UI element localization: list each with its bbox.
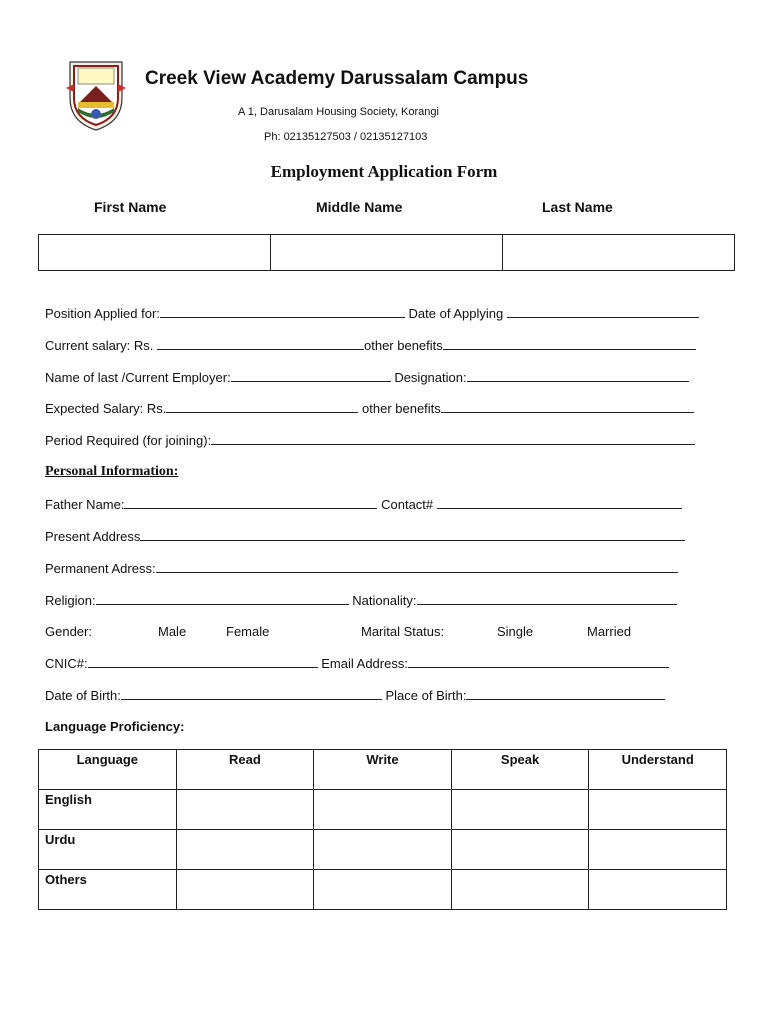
- school-name: Creek View Academy Darussalam Campus: [145, 68, 529, 89]
- expected-salary-field[interactable]: [166, 400, 358, 413]
- gender-option-male[interactable]: Male: [158, 624, 187, 639]
- designation-label: Designation:: [394, 370, 467, 385]
- position-label: Position Applied for:: [45, 306, 160, 321]
- urdu-speak-cell[interactable]: [451, 830, 589, 870]
- contact-label: Contact#: [381, 497, 434, 512]
- others-speak-cell[interactable]: [451, 870, 589, 910]
- email-field[interactable]: [408, 655, 669, 668]
- last-name-label: Last Name: [542, 199, 613, 215]
- other-benefits-field-2[interactable]: [441, 400, 694, 413]
- religion-row: [45, 592, 677, 609]
- religion-label: Religion:: [45, 593, 96, 608]
- last-name-field[interactable]: [503, 235, 735, 271]
- language-others: Others: [39, 870, 177, 910]
- contact-field[interactable]: [437, 496, 682, 509]
- other-benefits-field-1[interactable]: [443, 337, 696, 350]
- current-salary-field[interactable]: [157, 337, 364, 350]
- urdu-read-cell[interactable]: [176, 830, 314, 870]
- last-employer-field[interactable]: [231, 369, 391, 382]
- place-of-birth-field[interactable]: [466, 687, 665, 700]
- permanent-address-label: Permanent Adress:: [45, 561, 156, 576]
- current-salary-row: [45, 337, 696, 354]
- place-of-birth-label: Place of Birth:: [385, 688, 467, 703]
- school-address: A 1, Darusalam Housing Society, Korangi: [238, 106, 439, 118]
- urdu-understand-cell[interactable]: [589, 830, 727, 870]
- current-salary-label: Current salary: Rs.: [45, 338, 154, 353]
- date-applying-field[interactable]: [507, 305, 699, 318]
- dob-label: Date of Birth:: [45, 688, 121, 703]
- col-write: Write: [314, 750, 452, 790]
- marital-option-married[interactable]: Married: [587, 624, 632, 639]
- school-logo: [64, 58, 128, 132]
- other-benefits-label-1: other benefits: [364, 338, 443, 353]
- middle-name-label: Middle Name: [316, 199, 403, 215]
- position-field[interactable]: [160, 305, 405, 318]
- gender-option-female[interactable]: Female: [226, 624, 270, 639]
- english-write-cell[interactable]: [314, 790, 452, 830]
- cnic-label: CNIC#:: [45, 656, 88, 671]
- urdu-write-cell[interactable]: [314, 830, 452, 870]
- marital-status-label: Marital Status:: [361, 624, 445, 639]
- expected-salary-row: [45, 400, 694, 417]
- others-write-cell[interactable]: [314, 870, 452, 910]
- personal-information-heading: Personal Information:: [45, 464, 179, 479]
- table-row: [39, 790, 727, 830]
- col-speak: Speak: [451, 750, 589, 790]
- language-urdu: Urdu: [39, 830, 177, 870]
- period-required-label: Period Required (for joining):: [45, 433, 212, 448]
- permanent-address-row: [45, 560, 678, 577]
- language-table: [38, 749, 727, 910]
- marital-option-single[interactable]: Single: [497, 624, 534, 639]
- cnic-row: [45, 655, 669, 672]
- nationality-field[interactable]: [417, 592, 677, 605]
- gender-label: Gender:: [45, 624, 92, 639]
- form-title: Employment Application Form: [270, 162, 498, 181]
- expected-salary-label: Expected Salary: Rs.: [45, 401, 167, 416]
- col-language: Language: [39, 750, 177, 790]
- first-name-field[interactable]: [39, 235, 271, 271]
- english-read-cell[interactable]: [176, 790, 314, 830]
- position-row: [45, 305, 699, 322]
- language-english: English: [39, 790, 177, 830]
- table-row: [39, 870, 727, 910]
- others-understand-cell[interactable]: [589, 870, 727, 910]
- last-employer-label: Name of last /Current Employer:: [45, 370, 231, 385]
- col-read: Read: [176, 750, 314, 790]
- cnic-field[interactable]: [88, 655, 318, 668]
- english-speak-cell[interactable]: [451, 790, 589, 830]
- middle-name-field[interactable]: [271, 235, 503, 271]
- date-applying-label: Date of Applying: [408, 306, 504, 321]
- other-benefits-label-2: other benefits: [362, 401, 441, 416]
- first-name-label: First Name: [94, 199, 167, 215]
- email-label: Email Address:: [321, 656, 408, 671]
- dob-row: [45, 687, 665, 704]
- others-read-cell[interactable]: [176, 870, 314, 910]
- dob-field[interactable]: [121, 687, 382, 700]
- employer-row: [45, 369, 689, 386]
- designation-field[interactable]: [467, 369, 689, 382]
- period-required-field[interactable]: [211, 432, 695, 445]
- language-proficiency-heading: Language Proficiency:: [45, 719, 185, 734]
- language-table-header: [39, 750, 727, 790]
- father-name-field[interactable]: [124, 496, 377, 509]
- religion-field[interactable]: [96, 592, 349, 605]
- present-address-field[interactable]: [140, 528, 685, 541]
- father-name-label: Father Name:: [45, 497, 125, 512]
- table-row: [39, 830, 727, 870]
- present-address-row: [45, 528, 685, 545]
- present-address-label: Present Address: [45, 529, 141, 544]
- col-understand: Understand: [589, 750, 727, 790]
- permanent-address-field[interactable]: [156, 560, 678, 573]
- english-understand-cell[interactable]: [589, 790, 727, 830]
- period-row: [45, 432, 695, 449]
- father-row: [45, 496, 682, 513]
- nationality-label: Nationality:: [352, 593, 417, 608]
- name-table: [38, 234, 735, 271]
- school-phone: Ph: 02135127503 / 02135127103: [264, 131, 428, 143]
